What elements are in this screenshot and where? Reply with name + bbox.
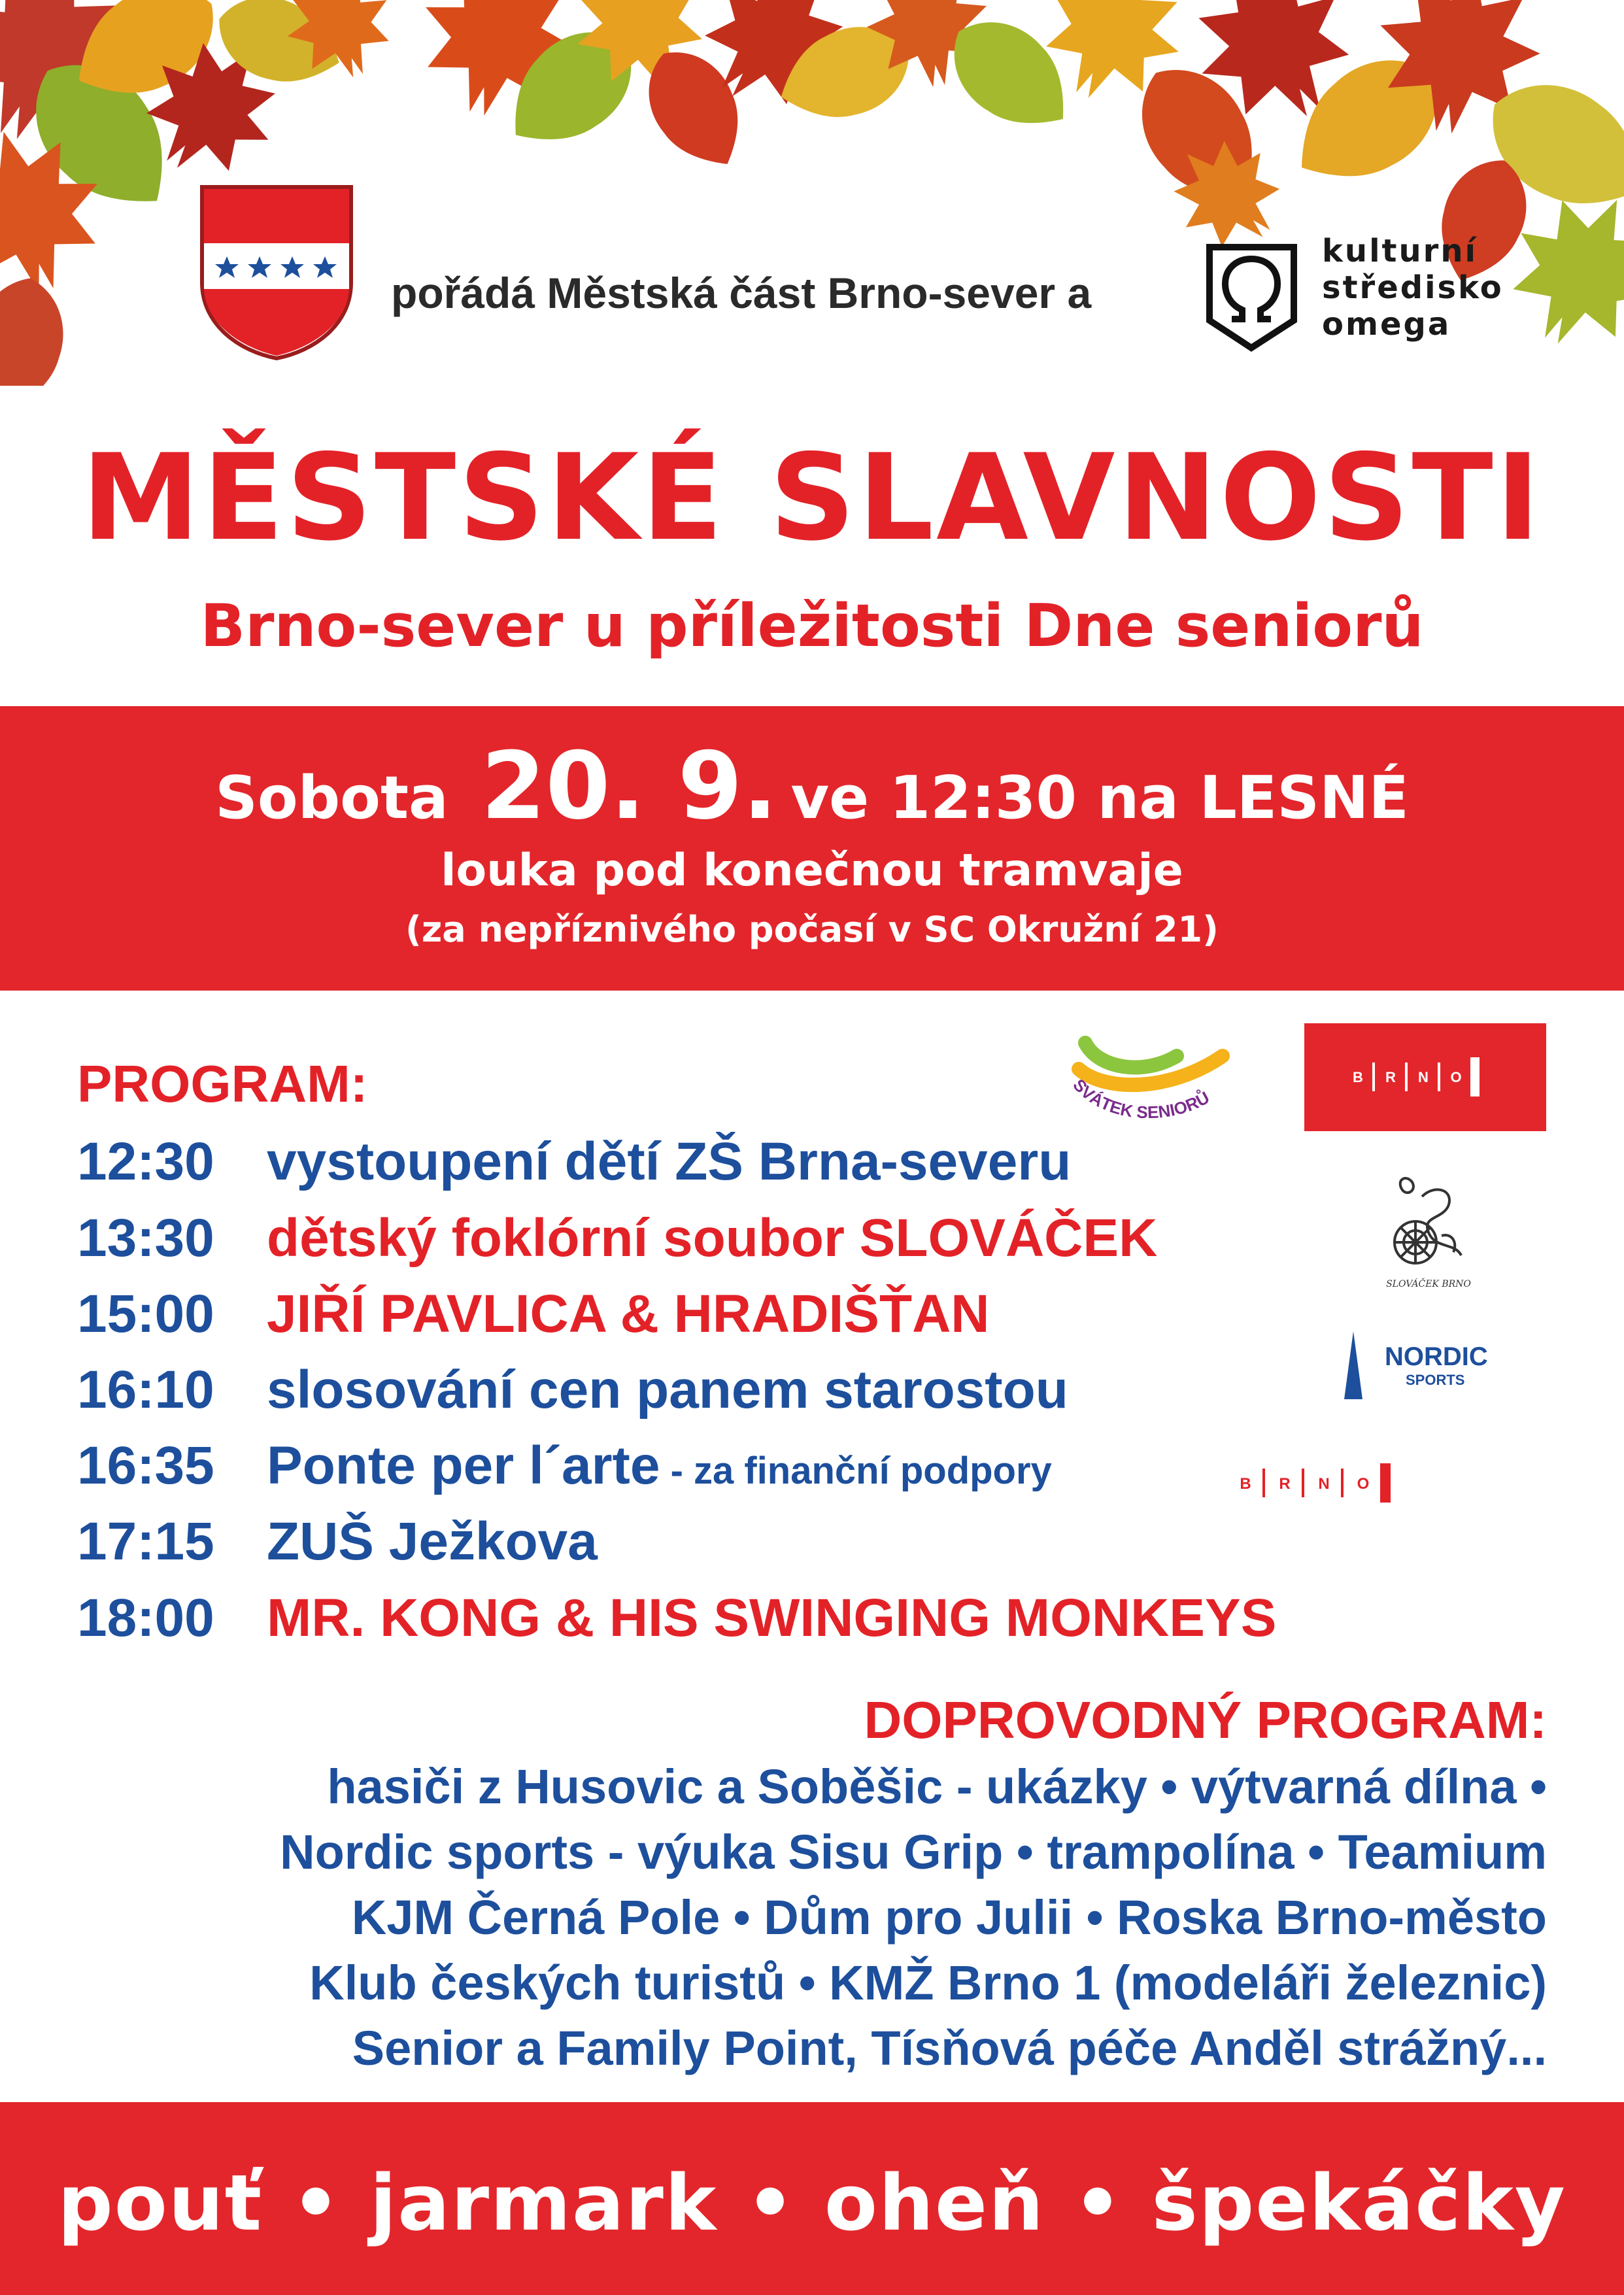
slovacek-logo — [1376, 1170, 1481, 1295]
page-title: MĚSTSKÉ SLAVNOSTI — [81, 428, 1543, 567]
svatek-logo-text: SVÁTEK SENIORŮ — [1069, 1075, 1213, 1123]
program-act: dětský foklórní soubor SLOVÁČEK — [267, 1208, 1158, 1268]
brno-letter: R — [1279, 1475, 1291, 1493]
brno-letter: O — [1450, 1069, 1462, 1085]
program-row — [77, 1131, 1071, 1193]
leaves-center — [403, 0, 1091, 184]
brno-sever-coat-of-arms — [199, 184, 354, 361]
brno-letter: N — [1318, 1475, 1330, 1493]
svatek-senioru-logo — [1059, 1030, 1242, 1134]
event-date-line — [0, 732, 1624, 840]
accompanying-line: hasiči z Husovic a Soběšic - ukázky • výtvarná dílna • — [327, 1760, 1547, 1814]
program-row — [77, 1359, 1068, 1421]
program-row — [77, 1435, 1052, 1497]
page-subtitle: Brno-sever u příležitosti Dne seniorů — [200, 592, 1424, 660]
accompanying-line: KJM Černá Pole • Dům pro Julii • Roska Brno-město — [351, 1890, 1547, 1945]
brno-letter: N — [1418, 1069, 1429, 1085]
accompanying-line: Nordic sports - výuka Sisu Grip • trampolína • Teamium — [280, 1825, 1547, 1879]
event-date: 20. 9. — [481, 732, 778, 840]
brno-letter: B — [1240, 1475, 1251, 1493]
program-time: 13:30 — [77, 1208, 214, 1268]
brno-logo-small — [1232, 1459, 1422, 1505]
program-act: ZUŠ Ježkova — [267, 1512, 598, 1571]
event-bad-weather-note: (za nepříznivého počasí v SC Okružní 21) — [405, 909, 1219, 950]
nordic-logo-subtext: SPORTS — [1406, 1372, 1465, 1388]
program-act: Ponte per l´arte — [267, 1436, 660, 1495]
program-act-note: - za finanční podpory — [660, 1450, 1052, 1492]
program-act: MR. KONG & HIS SWINGING MONKEYS — [267, 1588, 1277, 1648]
event-day: Sobota — [215, 764, 448, 832]
program-time: 18:00 — [77, 1588, 214, 1648]
brno-letter: B — [1353, 1069, 1363, 1085]
event-time-place: ve 12:30 na LESNÉ — [790, 764, 1409, 832]
nordic-logo-text: NORDIC — [1385, 1342, 1488, 1371]
brno-logo-large — [1304, 1023, 1546, 1131]
omega-line-2: středisko — [1322, 269, 1504, 306]
program-row — [77, 1511, 598, 1572]
omega-line-3: omega — [1322, 306, 1451, 343]
program-time: 17:15 — [77, 1512, 214, 1571]
accompanying-line: Klub českých turistů • KMŽ Brno 1 (modeláři železnic) — [309, 1956, 1547, 2010]
program-time: 16:35 — [77, 1436, 214, 1495]
program-row — [77, 1284, 990, 1345]
program-act: slosování cen panem starostou — [267, 1360, 1068, 1420]
program-row — [77, 1588, 1276, 1649]
event-location: louka pod konečnou tramvaje — [441, 845, 1183, 896]
nordic-sports-logo — [1340, 1327, 1510, 1406]
program-act: JIŘÍ PAVLICA & HRADIŠŤAN — [267, 1284, 990, 1344]
program-time: 15:00 — [77, 1284, 214, 1344]
brno-letter: R — [1385, 1069, 1396, 1085]
slovacek-logo-text: SLOVÁČEK BRNO — [1386, 1279, 1471, 1289]
program-act: vystoupení dětí ZŠ Brna-severu — [267, 1132, 1072, 1191]
brno-letter: O — [1357, 1475, 1370, 1493]
accompanying-heading: DOPROVODNÝ PROGRAM: — [864, 1691, 1547, 1749]
omega-line-1: kulturní — [1322, 233, 1478, 269]
accompanying-line: Senior a Family Point, Tísňová péče Anděl strážný... — [352, 2021, 1547, 2075]
omega-logo-icon — [1204, 242, 1299, 353]
program-row — [77, 1208, 1157, 1269]
brno-logo-mark-icon — [1344, 1057, 1514, 1096]
omega-logo-text — [1322, 233, 1504, 343]
program-heading: PROGRAM: — [77, 1055, 368, 1113]
program-time: 16:10 — [77, 1360, 214, 1420]
organizer-text: pořádá Městská část Brno-sever a — [391, 269, 1092, 317]
program-time: 12:30 — [77, 1132, 214, 1191]
footer-text: pouť • jarmark • oheň • špekáčky — [58, 2158, 1566, 2248]
